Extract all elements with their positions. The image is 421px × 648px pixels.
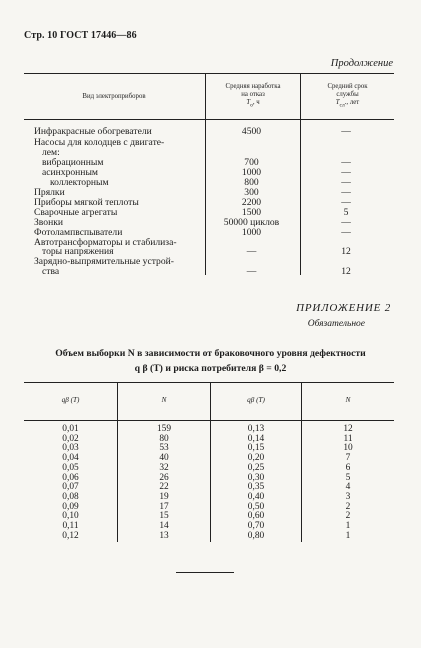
col-header-q-1: qβ (T) bbox=[61, 396, 80, 404]
col-header-life-line2: службы bbox=[336, 91, 359, 98]
col-header-n-1: N bbox=[161, 396, 167, 404]
table-row: Сварочные агрегаты 1500 5 bbox=[34, 207, 349, 218]
table-row: торы напряжения — 12 bbox=[42, 246, 351, 257]
table-row: 0,03 53 0,15 10 bbox=[62, 443, 353, 454]
caption-line-1: Объем выборки N в зависимости от браковочного уровня дефектности bbox=[55, 348, 366, 359]
table-row: коллекторным 800 — bbox=[50, 177, 351, 188]
table-row: Звонки 50000 циклов — bbox=[34, 217, 351, 228]
table-row: Прялки 300 — bbox=[34, 187, 351, 198]
col-header-mtbf bbox=[206, 83, 300, 109]
table-row: 0,07 22 0,35 4 bbox=[62, 482, 351, 493]
col-header-mtbf-line2: на отказ bbox=[241, 91, 265, 98]
table-row: 0,12 13 0,80 1 bbox=[62, 530, 351, 541]
table-row: 0,11 14 0,70 1 bbox=[62, 521, 351, 531]
table-row: Насосы для колодцев с двигате- bbox=[34, 137, 165, 148]
col-header-q-2: qβ (T) bbox=[247, 396, 265, 404]
col-header-life-symbol: $T_{сл}$., лет bbox=[335, 99, 360, 109]
table-row: 0,09 17 0,50 2 bbox=[62, 501, 351, 512]
table-1-top-rule bbox=[24, 73, 394, 74]
appendix-subtitle: Обязательное bbox=[307, 319, 365, 329]
table-row: Фотолампвспыватели 1000 — bbox=[34, 227, 351, 238]
col-header-mtbf-line1: Средняя наработка bbox=[225, 83, 281, 90]
col-header-n-2: N bbox=[345, 396, 351, 404]
col-header-device-type-label: Вид электроприборов bbox=[82, 93, 146, 100]
table-row: Зарядно-выпрямительные устрой- bbox=[34, 256, 174, 267]
col-header-device-type bbox=[24, 93, 204, 101]
table-row: 0,02 80 0,14 11 bbox=[62, 433, 353, 444]
page-header: Стр. 10 ГОСТ 17446—86 bbox=[24, 30, 137, 41]
table-row: Приборы мягкой теплоты 2200 — bbox=[34, 197, 351, 208]
table-row: ства — 12 bbox=[42, 266, 351, 277]
appendix-title: ПРИЛОЖЕНИЕ 2 bbox=[296, 302, 391, 314]
table-row: вибрационным 700 — bbox=[42, 157, 351, 168]
table-row: 0,04 40 0,20 7 bbox=[62, 453, 351, 464]
col-header-life-line1: Средний срок bbox=[327, 83, 368, 90]
table-2-header-rule bbox=[24, 420, 394, 421]
col-header-service-life bbox=[301, 83, 394, 109]
table-row: 0,01 159 0,13 12 bbox=[62, 424, 353, 434]
table-2-top-rule bbox=[24, 382, 394, 383]
col-header-mtbf-symbol: $T_o$, ч bbox=[246, 99, 260, 109]
table-row: лем: bbox=[42, 147, 60, 158]
table-row: 0,06 26 0,30 5 bbox=[62, 472, 351, 483]
table-row: 0,08 19 0,40 3 bbox=[62, 491, 351, 502]
table-1-header-rule bbox=[24, 119, 394, 120]
continuation-label: Продолжение bbox=[330, 58, 393, 69]
table-row: асинхронным 1000 — bbox=[42, 167, 351, 178]
caption-line-2: q β (T) и риска потребителя β = 0,2 bbox=[134, 363, 287, 374]
footer-rule bbox=[176, 572, 234, 573]
table-row: Инфракрасные обогреватели 4500 — bbox=[34, 126, 351, 137]
table-row: 0,10 15 0,60 2 bbox=[62, 511, 351, 522]
table-row: Автотрансформаторы и стабилиза- bbox=[34, 237, 177, 248]
table-row: 0,05 32 0,25 6 bbox=[62, 462, 351, 473]
